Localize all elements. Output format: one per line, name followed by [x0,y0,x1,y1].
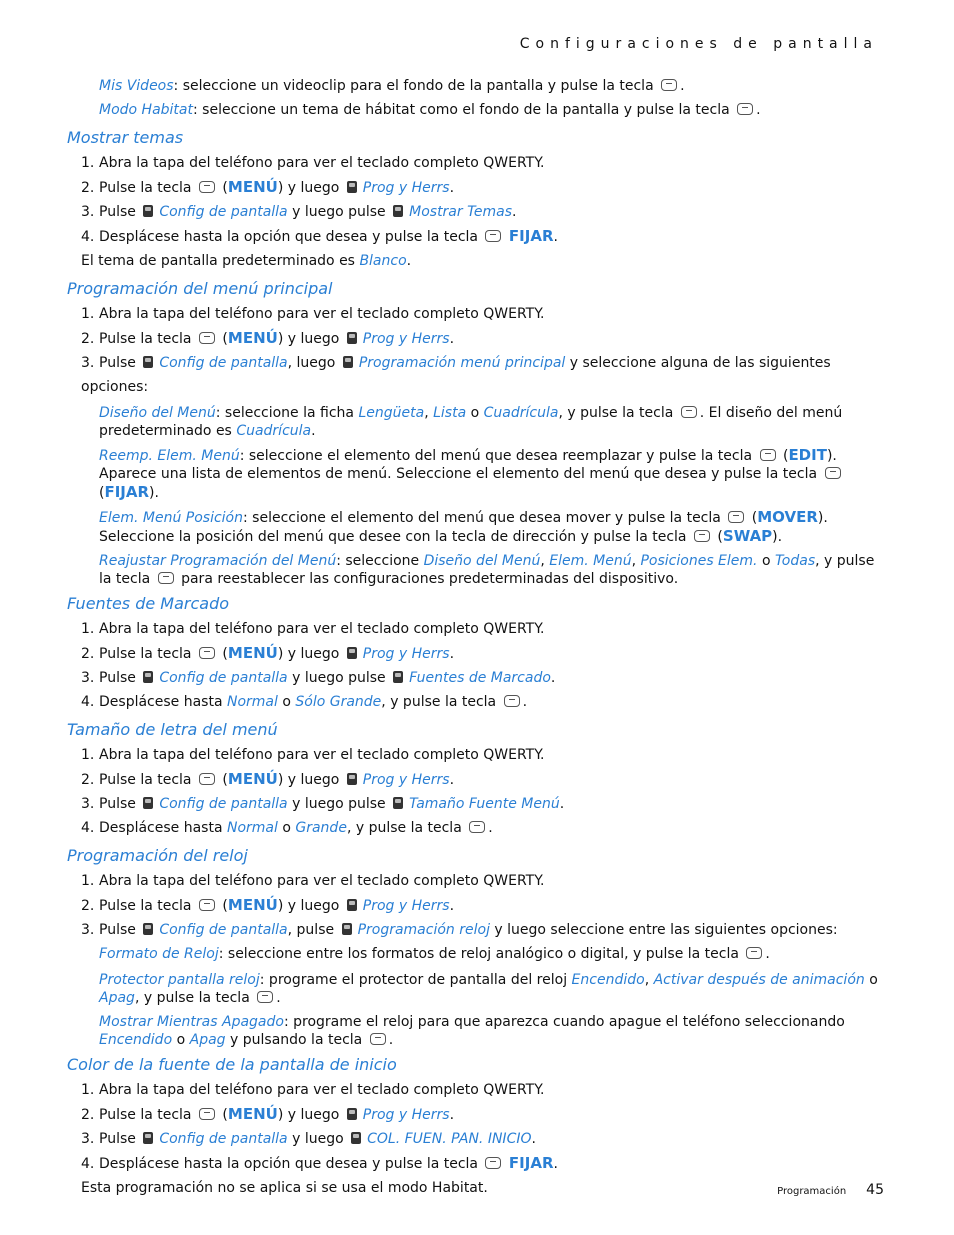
text: Pulse [99,1131,136,1147]
ok-key-icon [199,181,215,193]
ok-key-icon [504,695,520,707]
ok-key-icon [681,406,697,418]
ok-key-icon [257,991,273,1003]
softkey-label: MENÚ [227,178,278,196]
text: Desplácese hasta [99,820,223,836]
softkey-label: MENÚ [227,329,278,347]
value: Cuadrícula [236,423,312,439]
menu-item-icon [393,797,403,809]
step: 1. Abra la tapa del teléfono para ver el teclado completo QWERTY. [81,747,545,763]
text: Pulse [99,204,136,220]
note: El tema de pantalla predeterminado es Blanco. [81,253,412,269]
text: Abra la tapa del teléfono para ver el teclado completo QWERTY. [99,747,545,763]
step: 4. Desplácese hasta Normal o Grande, y pulse la tecla . [81,820,493,836]
text: Desplácese hasta la opción que desea y pulse la tecla [99,229,479,245]
text: . El diseño del menú predeterminado es [99,405,843,439]
step: 1. Abra la tapa del teléfono para ver el teclado completo QWERTY. [81,1082,545,1098]
text: y luego pulse [292,670,386,686]
link-text: Mis Videos [99,78,174,94]
intro-modo-habitat: Modo Habitat: seleccione un tema de hábitat como el fondo de la pantalla y pulse la tecla . [99,102,761,118]
ok-key-icon [825,467,841,479]
option-name: Reemp. Elem. Menú [99,448,240,464]
step: 3. Pulse Config de pantalla, luego Programación menú principal y seleccione alguna de las siguientes opciones: [81,355,831,395]
option-reajustar: Reajustar Programación del Menú: seleccione Diseño del Menú, Elem. Menú, Posiciones Elem. o Todas, y pulse la tecla para reestablecer las configuraciones predeterminadas del dispositivo. [99,553,875,587]
softkey-label: MENÚ [227,896,278,914]
menu-path: Prog y Herrs [362,180,450,196]
ok-key-icon [485,230,501,242]
ok-key-icon [199,332,215,344]
value: Elem. Menú [549,553,632,569]
intro-mis-videos: Mis Videos: seleccione un videoclip para el fondo de la pantalla y pulse la tecla . [99,78,685,94]
value: Activar después de animación [653,972,865,988]
text: : programe el reloj para que aparezca cuando apague el teléfono seleccionando [283,1014,845,1030]
menu-path: Config de pantalla [159,670,288,686]
softkey-label: MOVER [757,508,818,526]
step: 3. Pulse Config de pantalla y luego pulse Mostrar Temas. [81,204,517,220]
value: Encendido [99,1032,173,1048]
option-diseno-menu: Diseño del Menú: seleccione la ficha Lengüeta, Lista o Cuadrícula, y pulse la tecla . El diseño del menú predeterminado es Cuadrícula. [99,405,843,439]
ok-key-icon [728,511,744,523]
value: Lista [433,405,467,421]
ok-key-icon [370,1033,386,1045]
text: ). Seleccione la posición del menú que desee con la tecla de dirección y pulse la tecla [99,510,828,545]
text: y luego [292,1131,344,1147]
page-number: 45 [866,1182,884,1198]
menu-item-icon [393,205,403,217]
menu-path: Config de pantalla [159,1131,288,1147]
text: Pulse [99,355,136,371]
menu-item-icon [347,332,357,344]
value: Cuadrícula [483,405,559,421]
menu-item-icon [143,356,153,368]
ok-key-icon [746,947,762,959]
step: 4. Desplácese hasta la opción que desea y pulse la tecla FIJAR. [81,227,558,245]
running-header: Configuraciones de pantalla [519,36,878,52]
menu-path: COL. FUEN. PAN. INICIO [367,1131,532,1147]
value: Encendido [571,972,645,988]
softkey-label: FIJAR [508,227,554,245]
value: Blanco [359,253,407,269]
ok-key-icon [661,79,677,91]
softkey-label: SWAP [722,527,773,545]
option-name: Diseño del Menú [99,405,216,421]
option-name: Elem. Menú Posición [99,510,243,526]
text: o [869,972,878,988]
value: Sólo Grande [295,694,382,710]
text: y luego [287,898,340,914]
text: Pulse la tecla [99,772,192,788]
text: Abra la tapa del teléfono para ver el teclado completo QWERTY. [99,155,545,171]
section-title-reloj: Programación del reloj [67,846,248,865]
text: Desplácese hasta [99,694,223,710]
menu-path: Prog y Herrs [362,1107,450,1123]
ok-key-icon [158,572,174,584]
menu-item-icon [143,797,153,809]
step: 3. Pulse Config de pantalla, pulse Programación reloj y luego seleccione entre las siguientes opciones: [81,922,838,938]
menu-path: Programación reloj [357,922,490,938]
menu-path: Mostrar Temas [409,204,513,220]
text: y seleccione alguna de las siguientes opciones: [81,355,831,395]
text: Pulse [99,670,136,686]
step: 3. Pulse Config de pantalla y luego pulse Fuentes de Marcado. [81,670,556,686]
section-title-color-fuente: Color de la fuente de la pantalla de inicio [67,1055,397,1074]
text: o [761,553,771,569]
menu-item-icon [143,1132,153,1144]
menu-path: Config de pantalla [159,204,288,220]
text: : seleccione la ficha [215,405,354,421]
text: El tema de pantalla predeterminado es [81,253,355,269]
text: : seleccione un videoclip para el fondo de la pantalla y pulse la tecla [173,78,654,94]
value: Grande [295,820,347,836]
text: : seleccione el elemento del menú que desea reemplazar y pulse la tecla [239,448,753,464]
text: para reestablecer las configuraciones predeterminadas del dispositivo. [181,571,679,587]
menu-path: Config de pantalla [159,922,288,938]
step: 4. Desplácese hasta Normal o Sólo Grande, y pulse la tecla . [81,694,528,710]
menu-item-icon [143,205,153,217]
menu-path: Prog y Herrs [362,772,450,788]
text: Pulse la tecla [99,180,192,196]
ok-key-icon [485,1157,501,1169]
text: Abra la tapa del teléfono para ver el teclado completo QWERTY. [99,873,545,889]
text: y luego seleccione entre las siguientes opciones: [494,922,838,938]
text: y luego pulse [292,796,386,812]
text: Pulse [99,796,136,812]
step: 2. Pulse la tecla (MENÚ) y luego Prog y Herrs. [81,896,455,914]
text: : seleccione [336,553,420,569]
menu-path: Fuentes de Marcado [409,670,551,686]
option-protector-reloj: Protector pantalla reloj: programe el protector de pantalla del reloj Encendido, Activar después de animación o Apag, y pulse la tecla . [99,972,878,1006]
text: , pulse [287,922,335,938]
menu-item-icon [347,181,357,193]
step: 2. Pulse la tecla (MENÚ) y luego Prog y Herrs. [81,329,455,347]
menu-item-icon [347,899,357,911]
text: Abra la tapa del teléfono para ver el teclado completo QWERTY. [99,621,545,637]
menu-item-icon [343,356,353,368]
page-content [67,74,882,1200]
text: y luego [287,646,340,662]
text: : seleccione entre los formatos de reloj analógico o digital, y pulse la tecla [218,946,739,962]
text: , y pulse la tecla [99,553,875,587]
text: y luego [287,1107,340,1123]
step: 1. Abra la tapa del teléfono para ver el teclado completo QWERTY. [81,155,545,171]
ok-key-icon [737,103,753,115]
step: 1. Abra la tapa del teléfono para ver el teclado completo QWERTY. [81,621,545,637]
text: : seleccione un tema de hábitat como el fondo de la pantalla y pulse la tecla [193,102,730,118]
text: y luego [287,772,340,788]
step: 2. Pulse la tecla (MENÚ) y luego Prog y Herrs. [81,770,455,788]
softkey-label: MENÚ [227,644,278,662]
step: 1. Abra la tapa del teléfono para ver el teclado completo QWERTY. [81,306,545,322]
step: 4. Desplácese hasta la opción que desea y pulse la tecla FIJAR. [81,1154,558,1172]
text: o [470,405,480,421]
step: 2. Pulse la tecla (MENÚ) y luego Prog y Herrs. [81,644,455,662]
value: Todas [774,553,816,569]
section-title-fuentes-marcado: Fuentes de Marcado [67,594,230,613]
menu-path: Programación menú principal [358,355,566,371]
menu-item-icon [143,671,153,683]
menu-item-icon [351,1132,361,1144]
step: 3. Pulse Config de pantalla y luego COL. FUEN. PAN. INICIO. [81,1131,536,1147]
text: Pulse la tecla [99,898,192,914]
text: : programe el protector de pantalla del reloj [259,972,568,988]
text: , y pulse la tecla [134,990,250,1006]
value: Apag [189,1032,226,1048]
ok-key-icon [199,647,215,659]
text: ). Aparece una lista de elementos de menú. Seleccione el elemento del menú que desea y pulse la tecla [99,448,837,482]
ok-key-icon [199,1108,215,1120]
menu-path: Config de pantalla [159,796,288,812]
menu-item-icon [347,647,357,659]
menu-path: Prog y Herrs [362,646,450,662]
value: Posiciones Elem. [640,553,758,569]
text: , y pulse la tecla [381,694,497,710]
text: Pulse [99,922,136,938]
option-name: Reajustar Programación del Menú [99,553,337,569]
value: Normal [226,694,278,710]
value: Normal [226,820,278,836]
option-formato-reloj: Formato de Reloj: seleccione entre los formatos de reloj analógico o digital, y pulse la tecla . [99,946,770,962]
menu-item-icon [143,923,153,935]
value: Lengüeta [358,405,425,421]
text: Pulse la tecla [99,1107,192,1123]
menu-path: Config de pantalla [159,355,288,371]
option-name: Mostrar Mientras Apagado [99,1014,284,1030]
option-mostrar-apagado: Mostrar Mientras Apagado: programe el reloj para que aparezca cuando apague el teléfono seleccionando Encendido o Apag y pulsando la tecla . [99,1014,845,1048]
option-name: Protector pantalla reloj [99,972,260,988]
text: , luego [287,355,336,371]
menu-item-icon [342,923,352,935]
softkey-label: FIJAR [508,1154,554,1172]
text: , y pulse la tecla [346,820,462,836]
menu-item-icon [393,671,403,683]
ok-key-icon [760,449,776,461]
menu-path: Prog y Herrs [362,331,450,347]
value: Apag [99,990,135,1006]
softkey-label: MENÚ [227,1105,278,1123]
menu-item-icon [347,773,357,785]
option-elem-menu-posicion: Elem. Menú Posición: seleccione el elemento del menú que desea mover y pulse la tecla (MOVER). Seleccione la posición del menú que desee con la tecla de dirección y pulse la tecla (SWAP). [99,508,828,545]
menu-path: Tamaño Fuente Menú [409,796,560,812]
menu-path: Prog y Herrs [362,898,450,914]
text: o [176,1032,186,1048]
ok-key-icon [694,530,710,542]
text: Pulse la tecla [99,646,192,662]
text: o [282,694,291,710]
link-text: Modo Habitat [99,102,193,118]
note: Esta programación no se aplica si se usa el modo Habitat. [81,1180,488,1196]
softkey-label: FIJAR [104,483,150,501]
value: Diseño del Menú [423,553,541,569]
text: Abra la tapa del teléfono para ver el teclado completo QWERTY. [99,1082,545,1098]
footer-section: Programación [777,1186,847,1197]
text: Abra la tapa del teléfono para ver el teclado completo QWERTY. [99,306,545,322]
softkey-label: EDIT [788,446,827,464]
text: , y pulse la tecla [558,405,674,421]
ok-key-icon [199,899,215,911]
text: y luego [287,180,340,196]
page-footer [777,1182,884,1198]
text: o [282,820,291,836]
section-title-tamano-letra: Tamaño de letra del menú [67,720,278,739]
text: y pulsando la tecla [230,1032,363,1048]
text: y luego [287,331,340,347]
ok-key-icon [199,773,215,785]
section-title-mostrar-temas: Mostrar temas [67,128,184,147]
step: 1. Abra la tapa del teléfono para ver el teclado completo QWERTY. [81,873,545,889]
step: 3. Pulse Config de pantalla y luego pulse Tamaño Fuente Menú. [81,796,565,812]
text: : seleccione el elemento del menú que desea mover y pulse la tecla [243,510,721,526]
step: 2. Pulse la tecla (MENÚ) y luego Prog y Herrs. [81,1105,455,1123]
text: y luego pulse [292,204,386,220]
ok-key-icon [469,821,485,833]
option-reemp-elem-menu: Reemp. Elem. Menú: seleccione el elemento del menú que desea reemplazar y pulse la tecla (EDIT). Aparece una lista de elementos de menú. Seleccione el elemento del menú que desea y pulse la tecla (FIJAR). [67,446,882,502]
text: Desplácese hasta la opción que desea y pulse la tecla [99,1156,479,1172]
text: Pulse la tecla [99,331,192,347]
section-title-menu-principal: Programación del menú principal [67,279,333,298]
option-name: Formato de Reloj [99,946,219,962]
step: 2. Pulse la tecla (MENÚ) y luego Prog y Herrs. [81,178,455,196]
menu-item-icon [347,1108,357,1120]
softkey-label: MENÚ [227,770,278,788]
